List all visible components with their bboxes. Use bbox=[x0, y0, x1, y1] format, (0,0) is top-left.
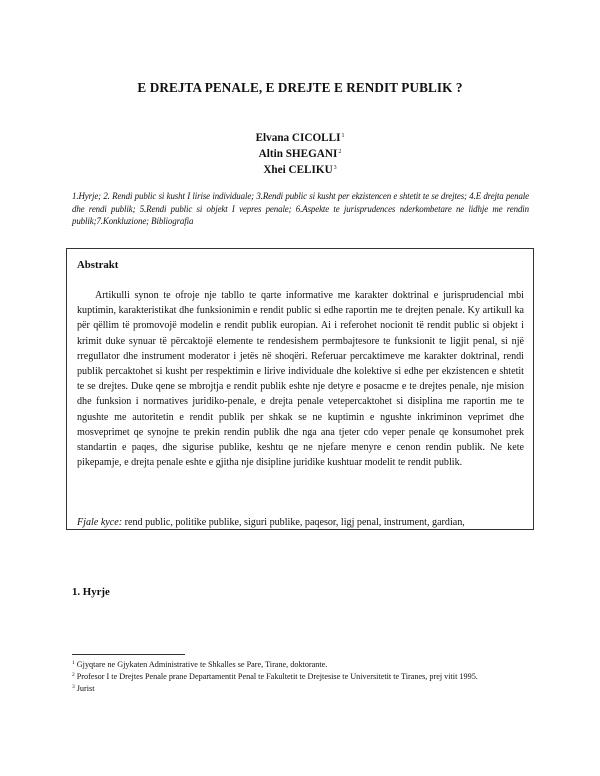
footnote-divider bbox=[72, 654, 185, 655]
footnotes bbox=[72, 658, 527, 695]
footnote-2 bbox=[72, 670, 527, 682]
footnote-marker: 3 bbox=[333, 165, 337, 171]
section-heading: 1. Hyrje bbox=[72, 586, 110, 598]
footnote-mark: 3 bbox=[72, 684, 75, 691]
author-2 bbox=[0, 145, 600, 161]
author-name: Altin SHEGANI bbox=[258, 148, 338, 160]
footnote-mark: 1 bbox=[72, 660, 75, 666]
keywords bbox=[77, 517, 527, 528]
footnote-marker: 1 bbox=[341, 133, 345, 139]
author-name: Elvana CICOLLI bbox=[255, 132, 341, 144]
author-list bbox=[0, 129, 600, 177]
abstract-heading: Abstrakt bbox=[77, 259, 119, 271]
author-name: Xhei CELIKU bbox=[263, 164, 333, 176]
keywords-list: rend public, politike publike, siguri publike, paqesor, ligj penal, instrument, gardian, bbox=[122, 517, 465, 528]
author-1 bbox=[0, 129, 600, 145]
author-3 bbox=[0, 161, 600, 177]
table-of-contents: 1.Hyrje; 2. Rendi public si kusht I lirise individuale; 3.Rendi public si kusht per ekzistencen e shtetit te se drejtes; 4.E drejta penale dhe rendi publik; 5.Rendi public si objekt I vepres penale; 6.Aspekte te jurisprudences nderkombetare ne lidhje me rendin publik;7.Konkluzione; Bibliografia bbox=[72, 191, 529, 227]
footnote-1 bbox=[72, 658, 527, 670]
abstract-body: Artikulli synon te ofroje nje tabllo te qarte informative me karakter doktrinal e jurisprudencial mbi kuptimin, karakteristikat dhe funksionimin e rendit public si edhe raportin me te drejten penale. Ky artikull ka për qëllim të promovojë modelin e rendit publik europian. Ai i referohet nocionit të rendit public si objekt i krimit duke synuar të përcaktojë elemente te rendesishem permbajtesore te funksionit te ligjit penal, si një rregullator dhe instrument moderator i jetës në shoqëri. Referuar percaktimeve me karakter doktrinal, rendi publik percaktohet si kusht per respektimin e lirive individuale dhe kolektive si edhe per ekzistencen e shtetit te se drejtes. Duke qene se mbrojtja e rendit publik eshte nje detyre e posacme e te drejtes penale, nje mision dhe funksion i normatives juridiko-penale, e drejta penale vetepercaktohet si disiplina me raportin me te ngushte me autoritetin e rendit publik per shkak se ne kuptimin e ngushte inkriminon veprimet dhe mosveprimet qe synojne te prekin rendin publik dhe nga ana tjeter cdo veper penale qe konsumohet prek standartin e paqes, dhe sigurise publike, keshtu qe ne njefare menyre e cenon rendin publik. Ne kete pikepamje, e drejta penale eshte e gjitha nje disipline juridike kushtuar modelit te rendit publik. bbox=[77, 290, 524, 469]
footnote-text: Gjyqtare ne Gjykaten Administrative te Shkalles se Pare, Tirane, doktorante. bbox=[76, 660, 328, 669]
footnote-mark: 2 bbox=[72, 672, 75, 679]
keywords-label: Fjale kyce: bbox=[77, 517, 123, 528]
paper-title: E DREJTA PENALE, E DREJTE E RENDIT PUBLIK ? bbox=[137, 80, 463, 95]
footnote-text: Profesor I te Drejtes Penale prane Departamentit Penal te Fakultetit te Drejtesise te Universitetit te Tiranes, prej vitit 1995. bbox=[76, 672, 478, 682]
footnote-marker: 2 bbox=[338, 149, 342, 155]
abstract-box bbox=[66, 248, 534, 530]
footnote-3 bbox=[72, 682, 527, 694]
footnote-text: Jurist bbox=[76, 684, 95, 694]
